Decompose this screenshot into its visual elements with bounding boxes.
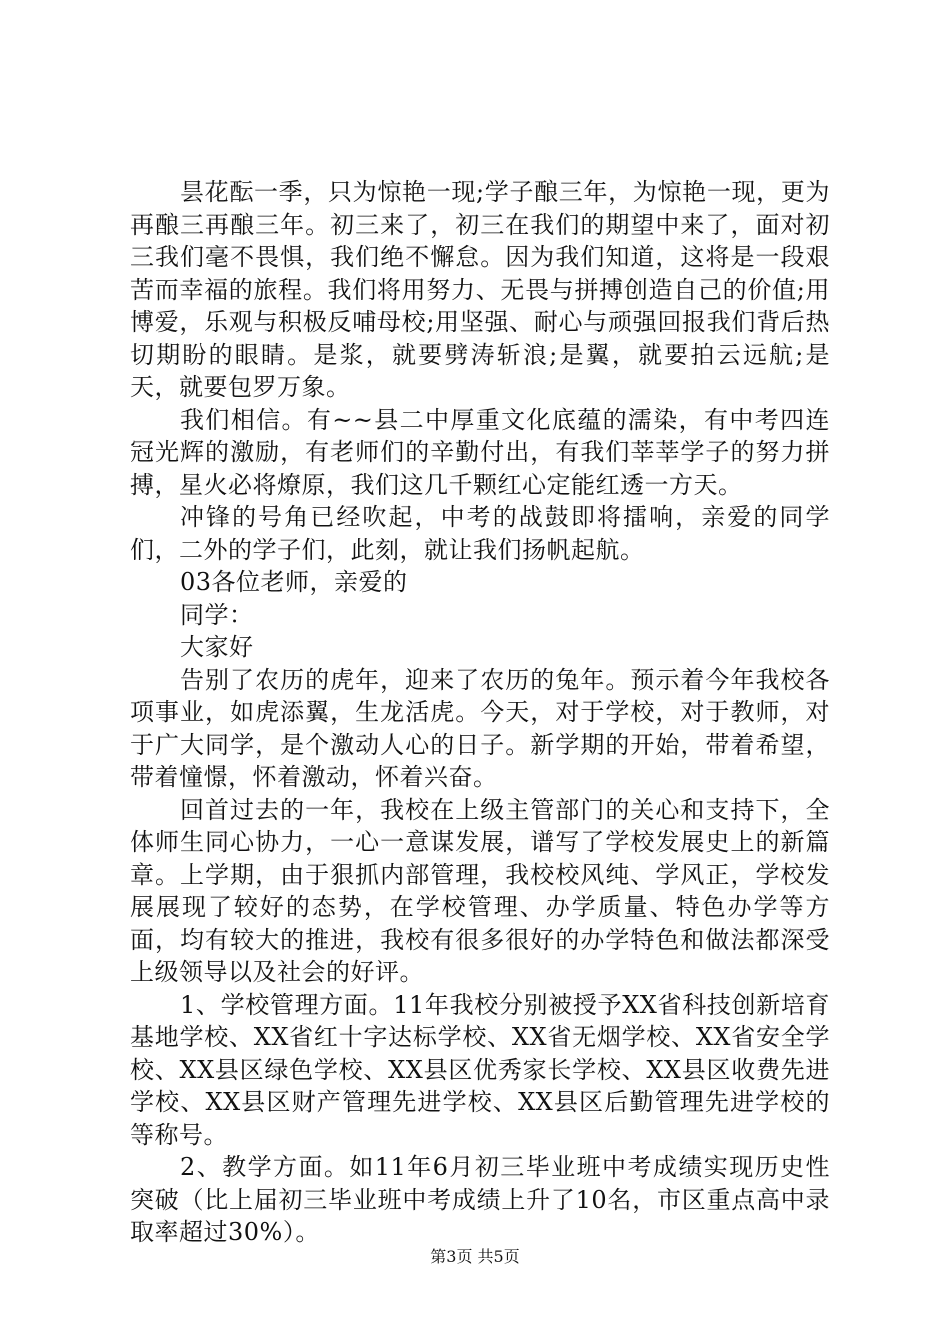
paragraph-2: 我们相信。有~~县二中厚重文化底蕴的濡染，有中考四连冠光辉的激励，有老师们的辛勤付出，有我们莘莘学子的努力拼搏，星火必将燎原，我们这几千颗红心定能红透一方天。 [130, 405, 830, 499]
paragraph-3: 冲锋的号角已经吹起，中考的战鼓即将擂响，亲爱的同学们，二外的学子们，此刻，就让我们扬帆起航。 [130, 503, 830, 564]
paragraph-6: 大家好 [180, 633, 254, 661]
paragraph-7: 告别了农历的虎年，迎来了农历的兔年。预示着今年我校各项事业，如虎添翼，生龙活虎。今天，对于学校，对于教师，对于广大同学，是个激动人心的日子。新学期的开始，带着希望，带着憧憬，怀着激动，怀着兴奋。 [130, 665, 830, 791]
paragraph-1: 昙花酝一季，只为惊艳一现;学子酿三年，为惊艳一现，更为再酿三再酿三年。初三来了，初三在我们的期望中来了，面对初三我们毫不畏惧，我们绝不懈怠。因为我们知道，这将是一段艰苦而幸福的旅程。我们将用努力、无畏与拼搏创造自己的价值;用博爱，乐观与积极反哺母校;用坚强、耐心与顽强回报我们背后热切期盼的眼睛。是浆，就要劈涛斩浪;是翼，就要拍云远航;是天，就要包罗万象。 [130, 178, 830, 401]
paragraph-10: 2、教学方面。如11年6月初三毕业班中考成绩实现历史性突破（比上届初三毕业班中考成绩上升了10名，市区重点高中录取率超过30%）。 [130, 1153, 830, 1246]
paragraph-4: 03各位老师，亲爱的 [180, 568, 408, 596]
paragraph-8: 回首过去的一年，我校在上级主管部门的关心和支持下，全体师生同心协力，一心一意谋发展，谱写了学校发展史上的新篇章。上学期，由于狠抓内部管理，我校校风纯、学风正，学校发展展现了较好的态势，在学校管理、办学质量、特色办学等方面，均有较大的推进，我校有很多很好的办学特色和做法都深受上级领导以及社会的好评。 [130, 795, 830, 986]
paragraph-5: 同学： [180, 600, 254, 629]
document-body [130, 176, 830, 1249]
page-footer: 第3页 共5页 [430, 1247, 520, 1266]
paragraph-9: 1、学校管理方面。11年我校分别被授予XX省科技创新培育基地学校、XX省红十字达标学校、XX省无烟学校、XX省安全学校、XX县区绿色学校、XX县区优秀家长学校、XX县区收费先进学校、XX县区财产管理先进学校、XX县区后勤管理先进学校的等称号。 [130, 990, 830, 1149]
